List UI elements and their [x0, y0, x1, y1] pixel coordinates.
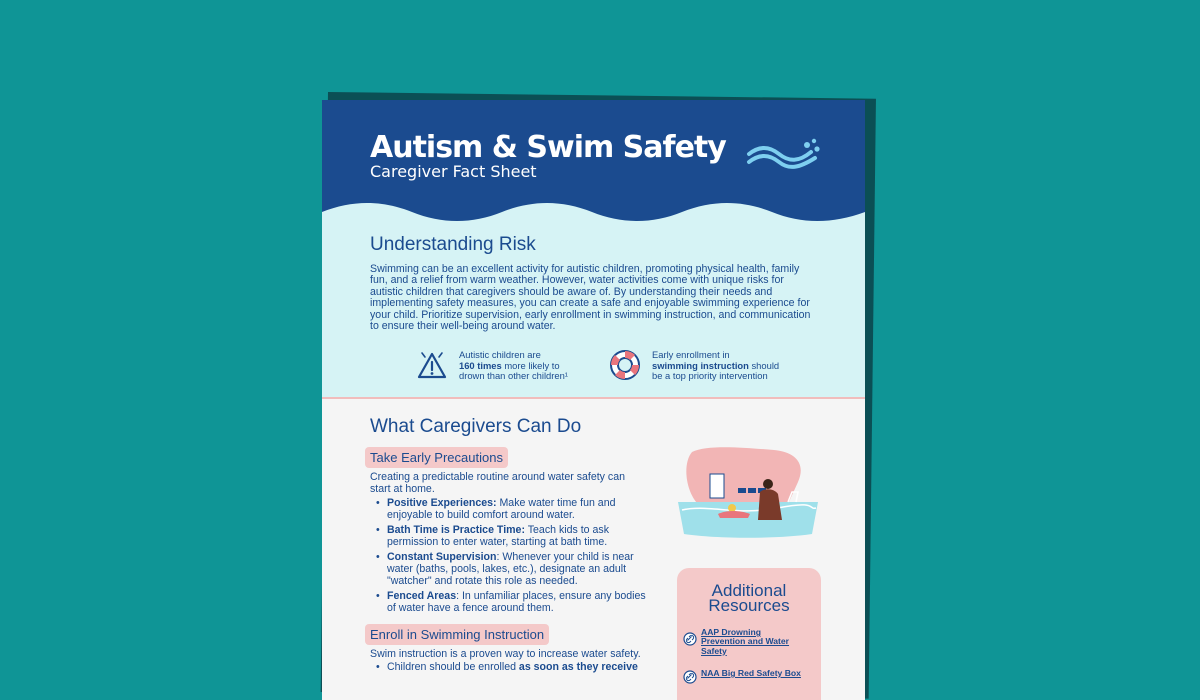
link-icon — [683, 670, 697, 684]
list-item: • Bath Time is Practice Time: Teach kids to ask permission to enter water, starting at bath time. — [370, 525, 650, 548]
precautions-list — [370, 498, 650, 618]
resource-link-aap[interactable]: AAP Drowning Prevention and Water Safety — [701, 627, 790, 656]
stat-drowning-risk — [459, 350, 589, 382]
page-title: Autism & Swim Safety — [370, 130, 726, 165]
warning-triangle-icon — [416, 350, 448, 380]
additional-resources-card — [677, 568, 821, 700]
risk-paragraph: Swimming can be an excellent activity for autistic children, promoting physical health, family fun, and a relief from warm weather. However, water activities come with unique risks for autistic children that caregivers should be aware of. By understanding their needs and implementing safety measures, you can create a safe and enjoyable swimming experience for your child. Prioritize supervision, early enrollment in swimming instruction, and communication to ensure their well-being around water. — [370, 263, 811, 333]
link-icon — [683, 632, 697, 646]
stat2-line1: Early enrollment in — [652, 349, 730, 360]
list-item: • Fenced Areas: In unfamiliar places, ensure any bodies of water have a fence around them. — [370, 591, 650, 614]
stat2-line3: be a top priority intervention — [652, 370, 768, 382]
instruction-label: Enroll in Swimming Instruction — [365, 624, 549, 645]
caregivers-heading: What Caregivers Can Do — [370, 416, 582, 437]
stat1-bold: 160 times — [459, 359, 502, 371]
stat1-line1: Autistic children are — [459, 349, 541, 360]
resources-heading: Additional Resources — [708, 581, 790, 615]
fact-sheet — [322, 100, 865, 700]
stat1-line3: drown than other children¹ — [459, 370, 568, 382]
instruction-list — [370, 662, 660, 674]
water-wave-icon — [745, 136, 821, 172]
pool-illustration — [678, 444, 818, 539]
list-item: • Children should be enrolled as soon as they receive — [370, 662, 660, 674]
section-divider — [322, 397, 865, 399]
list-item: • Positive Experiences: Make water time fun and enjoyable to build comfort around water. — [370, 498, 650, 521]
life-ring-icon — [608, 348, 642, 382]
stat2-bold: swimming instruction — [652, 359, 749, 371]
stat1-line2: more likely to — [501, 359, 560, 371]
precautions-label: Take Early Precautions — [365, 447, 508, 468]
instruction-intro: Swim instruction is a proven way to increase water safety. — [370, 648, 641, 660]
stat-early-enrollment — [652, 350, 802, 382]
risk-heading: Understanding Risk — [370, 234, 536, 255]
page-subtitle: Caregiver Fact Sheet — [370, 162, 537, 181]
resource-link-naa[interactable]: NAA Big Red Safety Box — [701, 668, 801, 678]
stat2-line2: should — [748, 359, 780, 371]
list-item: • Constant Supervision: Whenever your child is near water (baths, pools, lakes, etc.), designate an adult "watcher" and rotate this role as needed. — [370, 552, 650, 587]
precautions-intro: Creating a predictable routine around water safety can start at home. — [370, 471, 625, 495]
